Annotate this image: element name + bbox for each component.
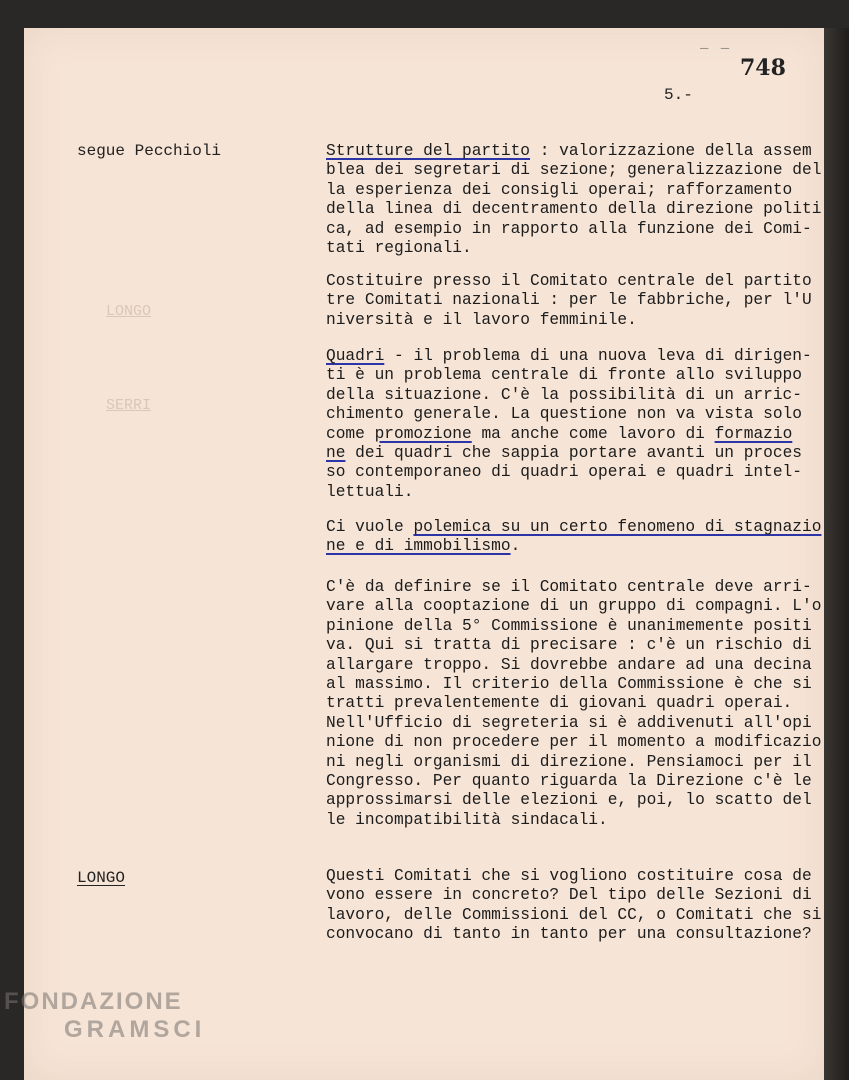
page-edge [824,28,849,1080]
paragraph-longo [326,867,820,945]
underlined-phrase: polemica su un certo fenomeno di stagnazio [413,518,822,536]
underlined-heading: Strutture del partito [326,142,530,160]
paragraph-strutture [326,142,820,258]
paragraph-comitati [326,272,820,330]
watermark-logo [4,988,205,1044]
watermark-line: FONDAZIONE [4,988,183,1015]
underlined-word: promozione [374,424,472,443]
underlined-word: formazio [714,424,793,443]
ghost-speaker-label: SERRI [106,397,152,414]
text-run: C'è da definire se il Comitato centrale deve arri- vare alla cooptazione di un gruppo di compagni. L'o pinione della 5° Commissione è unanimemente positi va. Qui si tratta di precisare : c'è un rischio di allargare troppo. Si dovrebbe andare ad una decina al massimo. Il criterio della Commissione è che si tratti prevalentemente di giovani quadri operai. Nell'Ufficio di segreteria si è addivenuti all'opi nione di non procedere per il momento a modificazio ni negli organismi di direzione. Pensiamoci per il Congresso. Per quanto riguarda la Direzione c'è le approssimarsi delle elezioni e, poi, lo scatto del le incompatibilità sindacali. [326,578,822,829]
ghost-speaker-label: LONGO [106,303,152,320]
speaker-label: LONGO [77,869,126,887]
text-run: - il problema di una nuova leva di dirigen- ti è un problema centrale di fronte allo sviluppo della situazione. C'è la possibilità di un arric- chimento generale. La questione non va vista solo come [326,347,812,443]
text-run: Questi Comitati che si vogliono costituire cosa de vono essere in concreto? Del tipo delle Sezioni di lavoro, delle Commissioni del CC, o Comitati che si convocano di tanto in tanto per una consultazione? [326,867,822,944]
underlined-heading: Quadri [326,347,385,365]
top-mark: _ _ [700,36,732,52]
paragraph-polemica [326,518,820,557]
underlined-word: ne [326,444,346,463]
text-run: blea dei segretari di sezione; generalizzazione del la esperienza dei consigli operai; rafforzamento della linea di decentramento della direzione politi ca, ad esempio in rapporto alla funzione dei Comi- tati regionali. [326,161,822,258]
speaker-label: segue Pecchioli [77,142,222,160]
paragraph-cooptazione [326,578,820,830]
text-run: Ci vuole [326,518,414,536]
text-run: Costituire presso il Comitato centrale del partito tre Comitati nazionali : per le fabbriche, per l'U niversità e il lavoro femminile. [326,272,812,329]
section-number: 5.- [664,86,693,104]
watermark-line: GRAMSCI [64,1016,206,1043]
underlined-phrase: ne e di immobilismo [326,537,511,556]
text-run: : valorizzazione della assem [530,142,812,160]
page-number: 748 [740,55,786,81]
text-run: ma anche come lavoro di [471,424,715,443]
text-run: dei quadri che sappia portare avanti un proces so contemporaneo di quadri operai e quadri intel- lettuali. [326,444,802,501]
text-run: . [510,537,521,556]
paragraph-quadri [326,347,820,502]
